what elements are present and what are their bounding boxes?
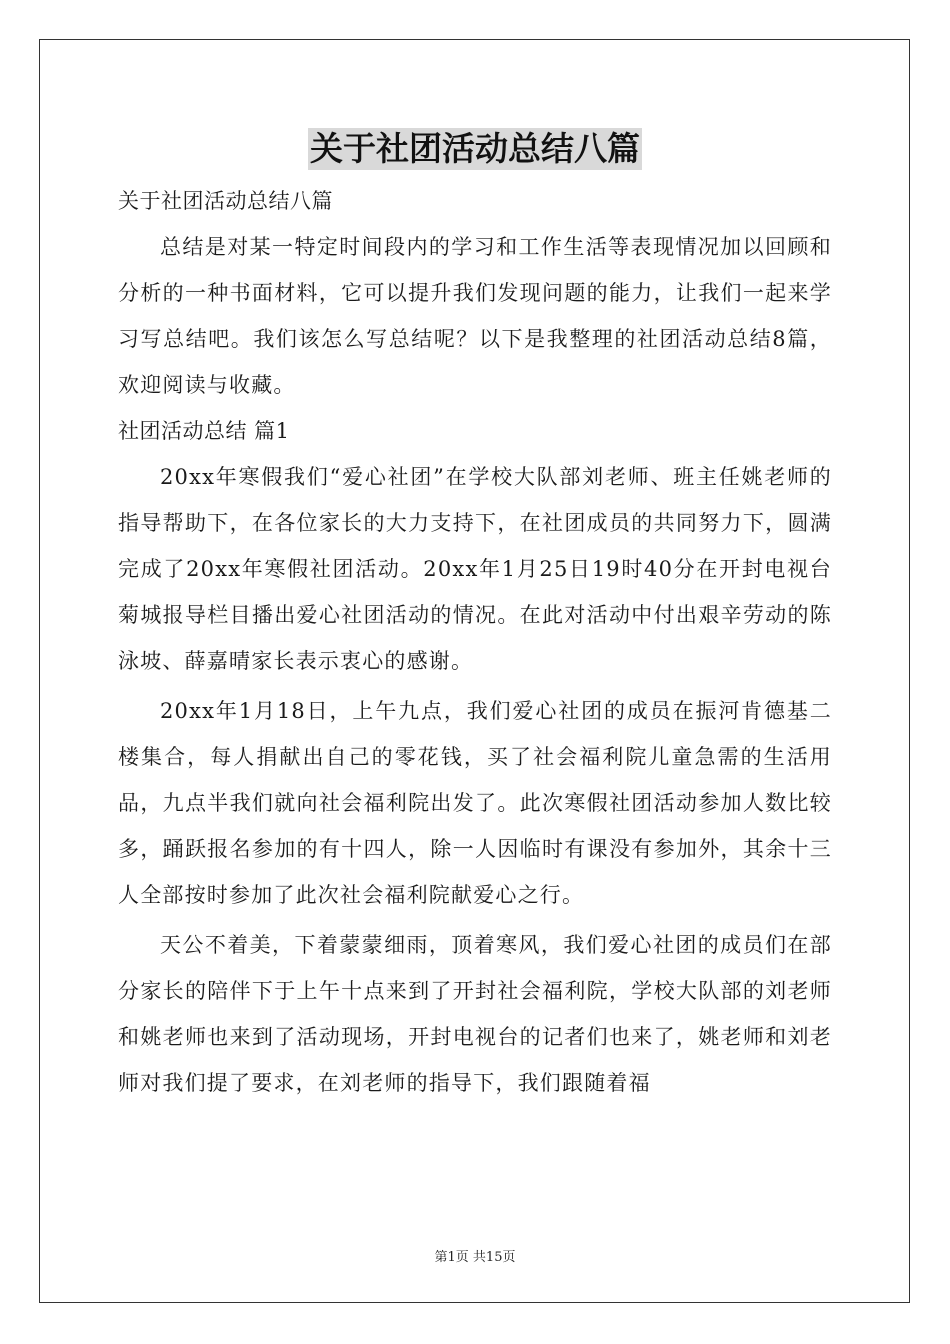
section-heading: 社团活动总结 篇1 <box>118 419 290 443</box>
title-container <box>0 128 950 170</box>
body-paragraph-2: 20xx年1月18日，上午九点，我们爱心社团的成员在振河肯德基二楼集合，每人捐献出自己的零花钱，买了社会福利院儿童急需的生活用品，九点半我们就向社会福利院出发了。此次寒假社团活动参加人数比较多，踊跃报名参加的有十四人，除一人因临时有课没有参加外，其余十三人全部按时参加了此次社会福利院献爱心之行。 <box>118 699 832 907</box>
document-subtitle: 关于社团活动总结八篇 <box>118 189 333 213</box>
document-body <box>118 178 832 1106</box>
document-title: 关于社团活动总结八篇 <box>310 129 640 168</box>
body-paragraph-1: 20xx年寒假我们“爱心社团”在学校大队部刘老师、班主任姚老师的指导帮助下，在各位家长的大力支持下，在社团成员的共同努力下，圆满完成了20xx年寒假社团活动。20xx年1月25日19时40分在开封电视台菊城报导栏目播出爱心社团活动的情况。在此对活动中付出艰辛劳动的陈泳坡、薛嘉晴家长表示衷心的感谢。 <box>118 465 832 673</box>
page-footer: 第1页 共15页 <box>434 1250 516 1265</box>
body-paragraph-3: 天公不着美，下着蒙蒙细雨，顶着寒风，我们爱心社团的成员们在部分家长的陪伴下于上午十点来到了开封社会福利院，学校大队部的刘老师和姚老师也来到了活动现场，开封电视台的记者们也来了，姚老师和刘老师对我们提了要求，在刘老师的指导下，我们跟随着福 <box>118 933 832 1095</box>
intro-paragraph: 总结是对某一特定时间段内的学习和工作生活等表现情况加以回顾和分析的一种书面材料，它可以提升我们发现问题的能力，让我们一起来学习写总结吧。我们该怎么写总结呢？以下是我整理的社团活动总结8篇，欢迎阅读与收藏。 <box>118 235 832 397</box>
